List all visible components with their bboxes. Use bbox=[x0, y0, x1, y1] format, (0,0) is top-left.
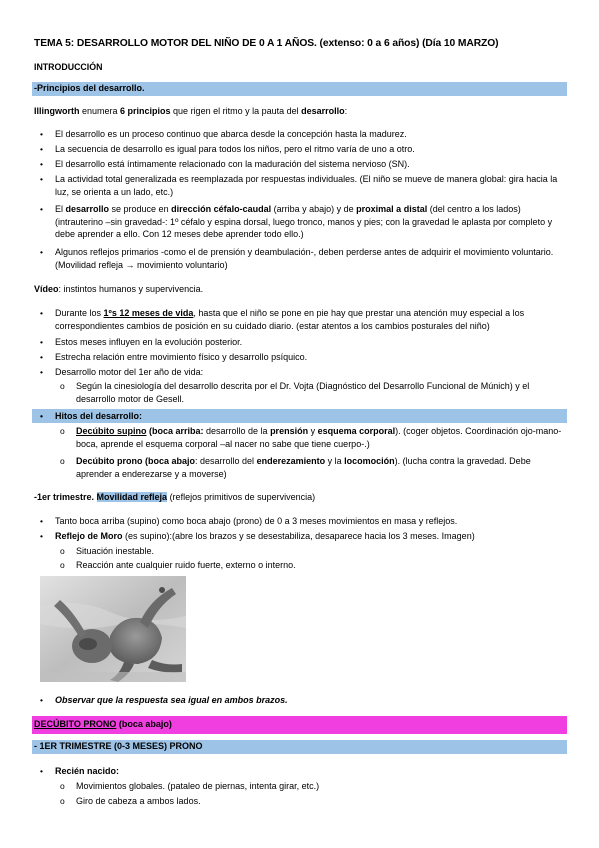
video-point-3: Estrecha relación entre movimiento físico y desarrollo psíquico. bbox=[55, 352, 308, 362]
trimestre-point-2-sub-1: Situación inestable. bbox=[76, 546, 155, 556]
video-point-4-sub: Según la cinesiología del desarrollo descrita por el Dr. Vojta (Diagnóstico del Desarrollo Funcional de Múnich) y el desarrollo motor de Gesell. bbox=[76, 381, 530, 404]
sub-bullet-icon: o bbox=[60, 381, 65, 391]
video-point-1: Durante los 1ºs 12 meses de vida, hasta que el niño se pone en pie hay que prestar una atención muy especial a los correspondientes cambios de posición en su cuidado diario. (estar atentos a los cambios posturales del niño) bbox=[55, 308, 525, 331]
moro-reflex-photo bbox=[40, 576, 186, 682]
title-main: TEMA 5: DESARROLLO MOTOR DEL NIÑO DE 0 A 1 AÑOS. (extenso: 0 a 6 años) bbox=[34, 38, 423, 49]
document-title bbox=[34, 38, 498, 51]
principle-2: La secuencia de desarrollo es igual para todos los niños, pero el ritmo varía de uno a otro. bbox=[55, 144, 415, 154]
principle-3: El desarrollo está íntimamente relacionado con la maduración del sistema nervioso (SN). bbox=[55, 159, 410, 169]
principle-4: La actividad total generalizada es reemplazada por respuestas individuales. (El niño se mueve de manera global: gira hacia la luz, se orienta a un lado, etc.) bbox=[55, 174, 558, 197]
hito-supino: Decúbito supino (boca arriba: desarrollo de la prensión y esquema corporal). (coger objetos. Coordinación ojo-mano-boca, aprende el esquema corporal –al nacer no sabe que tiene cuerpo-.) bbox=[76, 426, 562, 449]
title-date: (Día 10 MARZO) bbox=[422, 38, 499, 49]
video-paragraph: Vídeo: instintos humanos y supervivencia. bbox=[34, 284, 204, 294]
recien-nacido-label: Recién nacido: bbox=[55, 766, 120, 776]
bullet-icon: • bbox=[40, 695, 43, 705]
sub-bullet-icon: o bbox=[60, 456, 65, 466]
bullet-icon: • bbox=[40, 367, 43, 377]
bullet-icon: • bbox=[40, 159, 43, 169]
bullet-icon: • bbox=[40, 531, 43, 541]
sub-bullet-icon: o bbox=[60, 560, 65, 570]
bullet-icon: • bbox=[40, 352, 43, 362]
sub-bullet-icon: o bbox=[60, 426, 65, 436]
bullet-icon: • bbox=[40, 174, 43, 184]
video-point-4: Desarrollo motor del 1er año de vida: bbox=[55, 367, 204, 377]
principle-6: Algunos reflejos primarios -como el de prensión y deambulación-, deben perderse antes de adquirir el movimiento voluntario. (Movilidad refleja → movimiento voluntario) bbox=[55, 247, 554, 270]
bullet-icon: • bbox=[40, 308, 43, 318]
prono-band: DECÚBITO PRONO (boca abajo) bbox=[32, 716, 567, 734]
principles-band: -Principios del desarrollo. bbox=[32, 82, 567, 96]
bullet-icon: • bbox=[40, 247, 43, 257]
trimestre-point-2: Reflejo de Moro (es supino):(abre los brazos y se desestabiliza, desaparece hacia los 3 meses. Imagen) bbox=[55, 531, 475, 541]
trimestre-heading: -1er trimestre. Movilidad refleja (reflejos primitivos de supervivencia) bbox=[34, 492, 316, 502]
bullet-icon: • bbox=[40, 516, 43, 526]
sub-bullet-icon: o bbox=[60, 781, 65, 791]
sub-bullet-icon: o bbox=[60, 796, 65, 806]
observe-note: Observar que la respuesta sea igual en ambos brazos. bbox=[55, 695, 288, 705]
trimestre-point-2-sub-2: Reacción ante cualquier ruido fuerte, externo o interno. bbox=[76, 560, 296, 570]
bullet-icon: • bbox=[40, 144, 43, 154]
prono-trimestre-band: - 1ER TRIMESTRE (0-3 MESES) PRONO bbox=[32, 740, 567, 754]
trimestre-point-1: Tanto boca arriba (supino) como boca abajo (prono) de 0 a 3 meses movimientos en masa y reflejos. bbox=[55, 516, 458, 526]
video-point-2: Estos meses influyen en la evolución posterior. bbox=[55, 337, 243, 347]
principle-5: El desarrollo se produce en dirección céfalo-caudal (arriba y abajo) y de proximal a distal (del centro a los lados) (intrauterino –sin gravedad-: 1º céfalo y espina dorsal, luego tronco, manos y pies; con la gravedad le aplasta por completo y debe aprender a ello. Con 12 meses debe aprender todo ello.) bbox=[55, 204, 553, 240]
bullet-icon: • bbox=[40, 766, 43, 776]
bullet-icon: • bbox=[40, 411, 43, 421]
bullet-icon: • bbox=[40, 204, 43, 214]
hito-prono: Decúbito prono (boca abajo: desarrollo del enderezamiento y la locomoción). (lucha contra la gravedad. Debe aprender a enderezarse y a moverse) bbox=[76, 456, 531, 479]
intro-heading: INTRODUCCIÓN bbox=[34, 62, 103, 72]
bullet-icon: • bbox=[40, 129, 43, 139]
recien-nacido-sub-1: Movimientos globales. (pataleo de piernas, intenta girar, etc.) bbox=[76, 781, 320, 791]
sub-bullet-icon: o bbox=[60, 546, 65, 556]
recien-nacido-sub-2: Giro de cabeza a ambos lados. bbox=[76, 796, 201, 806]
illingworth-paragraph: Illingworth enumera 6 principios que rigen el ritmo y la pauta del desarrollo: bbox=[34, 106, 348, 116]
principle-1: El desarrollo es un proceso continuo que abarca desde la concepción hasta la madurez. bbox=[55, 129, 407, 139]
hitos-label: Hitos del desarrollo: bbox=[55, 411, 143, 421]
bullet-icon: • bbox=[40, 337, 43, 347]
